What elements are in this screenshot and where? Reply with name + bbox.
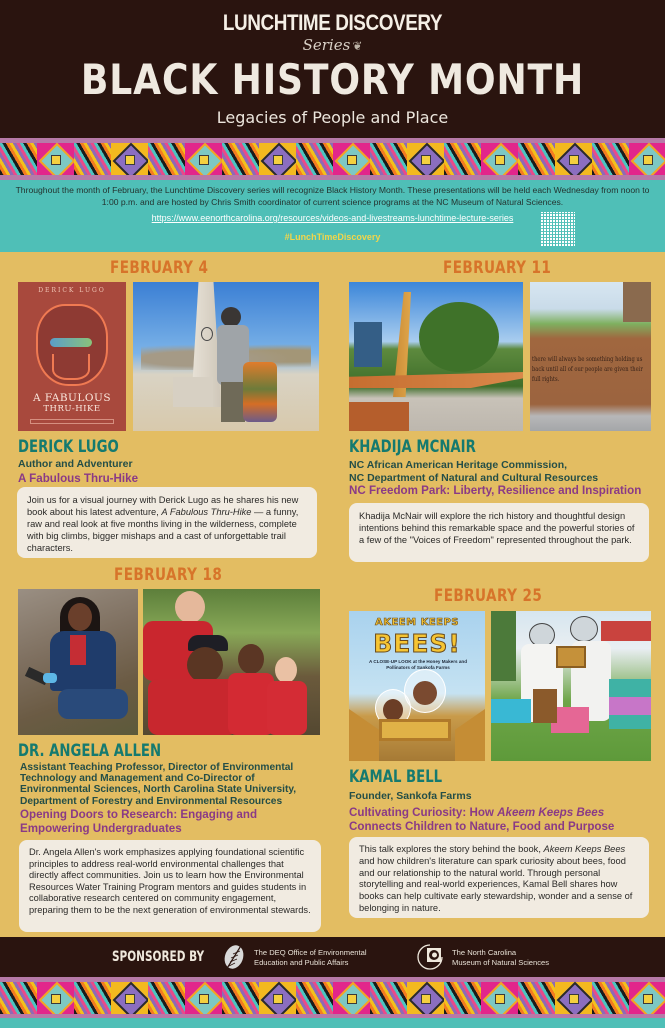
pattern-tile [185, 143, 222, 175]
pattern-tile [111, 143, 148, 175]
pattern-tile [518, 143, 555, 175]
bottom-teal-band [0, 1018, 665, 1028]
pattern-tile [370, 143, 407, 175]
pattern-tile [481, 143, 518, 175]
pattern-tile [444, 982, 481, 1014]
talk-title: Cultivating Curiosity: How Akeem Keeps Bees Connects Children to Nature, Food and Purpose [349, 806, 615, 833]
speaker-name-derick-lugo: DERICK LUGO [18, 437, 119, 457]
event-date-feb18: FEBRUARY 18 [114, 565, 223, 585]
pattern-tile [333, 982, 370, 1014]
pattern-tile [296, 982, 333, 1014]
series-title: LUNCHTIME DISCOVERY [222, 10, 443, 35]
intro-text: Throughout the month of February, the Lunchtime Discovery series will recognize Black History Month. These presentations will be held each Wednesday from noon to 1:00 p.m. and are hosted by Chris Smith coordinator of current science programs at the NC Museum of Natural Sciences. [15, 185, 650, 207]
book-cover-fabulous-thru-hike: DERICK LUGO A FABULOUS THRU-HIKE [18, 282, 126, 431]
speaker-role: Assistant Teaching Professor, Director of Environmental Technology and Management and Co-Director of Environmental Sciences, North Carolina State University, Department of Forestry and Environmental Resources [20, 762, 297, 807]
pattern-tile [555, 143, 592, 175]
event-description: Khadija McNair will explore the rich history and thoughtful design intentions behind this remarkable space and the powerful stories of a few of the "Voices of Freedom" represented throughout the park. [349, 503, 649, 562]
pattern-tile [74, 143, 111, 175]
photo-angela-allen [18, 589, 138, 735]
photo-students-group [143, 589, 320, 735]
pattern-tile [148, 982, 185, 1014]
pattern-tile [333, 143, 370, 175]
pattern-tile [222, 982, 259, 1014]
speaker-name-khadija-mcnair: KHADIJA MCNAIR [349, 437, 476, 457]
talk-title: NC Freedom Park: Liberty, Resilience and Inspiration [349, 484, 642, 497]
photo-hiker-monument [133, 282, 319, 431]
sponsor-deq[interactable]: The DEQ Office of Environmental Education and Public Affairs [254, 948, 367, 967]
pattern-tile [74, 982, 111, 1014]
feather-icon: ❦ [352, 39, 363, 53]
speaker-role: Founder, Sankofa Farms [349, 790, 472, 802]
talk-title: Opening Doors to Research: Engaging and Empowering Undergraduates [20, 808, 258, 835]
event-date-feb4: FEBRUARY 4 [110, 258, 209, 278]
lecture-series-link[interactable]: https://www.eenorthcarolina.org/resources/videos-and-livestreams-lunchtime-lecture-series [151, 213, 514, 223]
header [0, 0, 665, 138]
pattern-tile [370, 982, 407, 1014]
pattern-tile [222, 143, 259, 175]
speaker-role: Author and Adventurer [18, 458, 133, 470]
pattern-tile [555, 982, 592, 1014]
pattern-tile [259, 143, 296, 175]
talk-title: A Fabulous Thru-Hike [18, 472, 139, 485]
event-date-feb25: FEBRUARY 25 [434, 586, 543, 606]
qr-code-icon[interactable] [541, 212, 575, 246]
fern-leaf-icon [220, 942, 248, 972]
event-description: Dr. Angela Allen's work emphasizes applying foundational scientific principles to address real-world environmental challenges that directly affect communities. Join us to learn how the Environmental Resources Water Training Program mentors and guides students in collaborative research centered on community engagement, preparing them to be the next generation of environmental stewards. [19, 840, 321, 932]
pattern-tile [518, 982, 555, 1014]
pattern-tile [629, 982, 665, 1014]
pattern-tile [592, 143, 629, 175]
event-description: Join us for a visual journey with Derick Lugo as he shares his new book about his latest adventure, A Fabulous Thru-Hike — a funny, raw and real look at five months living in the wilderness, complete with big climbs, bigger mishaps and a cast of unforgettable trail characters. [17, 487, 317, 558]
kente-pattern-border-bottom [0, 977, 665, 1019]
sponsors-footer [0, 937, 665, 977]
photo-freedom-park-wall: there will always be something holding us back until all of our people are given their full rights. [530, 282, 651, 431]
series-script: Series ❦ [302, 36, 363, 54]
museum-logo-icon [416, 943, 444, 971]
event-date-feb11: FEBRUARY 11 [443, 258, 552, 278]
speaker-name-angela-allen: DR. ANGELA ALLEN [18, 741, 162, 761]
speaker-name-kamal-bell: KAMAL BELL [349, 767, 443, 787]
sponsor-museum[interactable]: The North Carolina Museum of Natural Sciences [452, 948, 550, 967]
book-cover-akeem-keeps-bees: AKEEM KEEPS BEES! A CLOSE-UP LOOK at the Honey Makers and Pollinators of Sankofa Farms [349, 611, 485, 761]
page-subtitle: Legacies of People and Place [216, 108, 449, 127]
pattern-tile [0, 143, 37, 175]
pattern-tile [444, 143, 481, 175]
pattern-tile [111, 982, 148, 1014]
event-description: This talk explores the story behind the book, Akeem Keeps Bees and how children's literature can spark curiosity about bees, food and our relationship to the natural world. Through personal storytelling and real-world experiences, Kamal Bell shares how books can help cultivate early stewardship, wonder and a sense of belonging in nature. [349, 837, 649, 918]
pattern-tile [148, 143, 185, 175]
pattern-tile [37, 143, 74, 175]
speaker-role: NC African American Heritage Commission, NC Department of Natural and Cultural Resources [349, 459, 599, 484]
photo-beekeepers [491, 611, 651, 761]
pattern-tile [629, 143, 665, 175]
sponsored-by-label: SPONSORED BY [112, 949, 205, 965]
pattern-tile [407, 143, 444, 175]
pattern-tile [592, 982, 629, 1014]
pattern-tile [407, 982, 444, 1014]
pattern-tile [259, 982, 296, 1014]
pattern-tile [296, 143, 333, 175]
hashtag: #LunchTimeDiscovery [284, 232, 381, 242]
pattern-tile [185, 982, 222, 1014]
pattern-tile [0, 982, 37, 1014]
page-title: BLACK HISTORY MONTH [80, 55, 585, 104]
kente-pattern-border-top [0, 138, 665, 180]
photo-freedom-park-sculpture [349, 282, 523, 431]
pattern-tile [37, 982, 74, 1014]
pattern-tile [481, 982, 518, 1014]
